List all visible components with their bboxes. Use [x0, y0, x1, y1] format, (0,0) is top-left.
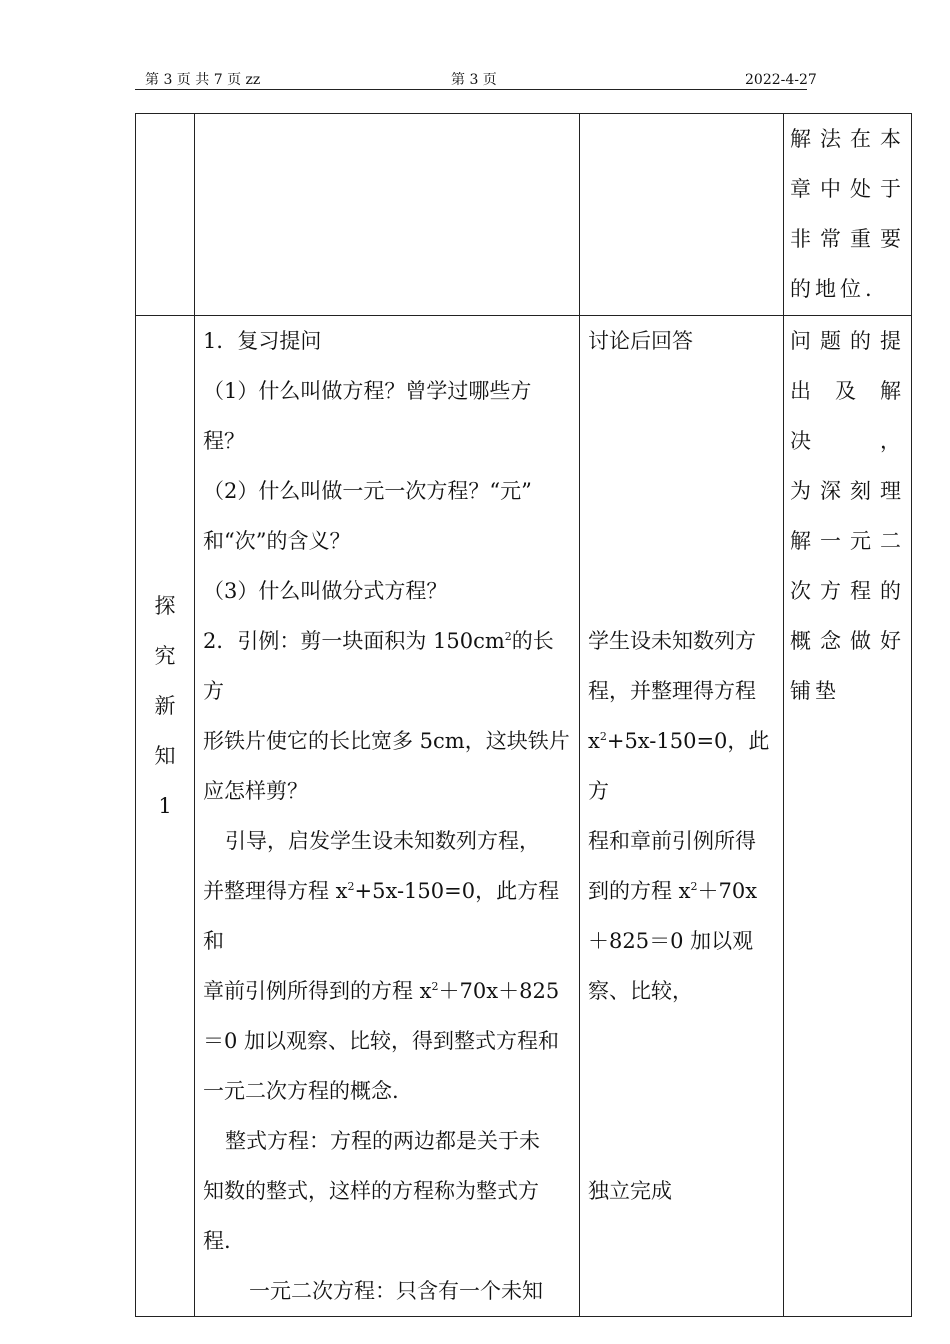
- header-center: 第 3 页: [451, 72, 497, 88]
- row1-stage-cell: [136, 114, 195, 316]
- row1-note-line: 章中处于: [790, 177, 905, 201]
- teacher-line: （2）什么叫做一元一次方程？“元”: [203, 479, 532, 503]
- note-line: 为深刻理: [790, 479, 905, 503]
- teacher-line: 整式方程：方程的两边都是关于未: [225, 1129, 540, 1153]
- teacher-line: [203, 866, 571, 966]
- row2-stage-cell: [136, 316, 195, 1317]
- teacher-line: 引导，启发学生设未知数列方程，: [225, 829, 540, 853]
- text-part: 并整理得方程 x: [203, 879, 348, 903]
- student-line: 程，并整理得方程: [588, 679, 756, 703]
- student-line: [588, 866, 777, 916]
- header-left: 第 3 页 共 7 页 zz: [145, 72, 261, 88]
- teacher-line: 形铁片使它的长比宽多 5cm，这块铁片: [203, 729, 570, 753]
- stage-char: 1: [158, 794, 172, 818]
- table-row: [136, 114, 912, 316]
- teacher-line: [203, 966, 571, 1016]
- stage-char: 探: [154, 594, 176, 618]
- teacher-line: 一元二次方程：只含有一个未知: [249, 1279, 543, 1303]
- text-part: ＋70x: [697, 879, 758, 903]
- student-line: 独立完成: [588, 1179, 672, 1203]
- superscript: 2: [599, 730, 607, 743]
- row2-student-cell: [580, 316, 784, 1317]
- row1-student-cell: [580, 114, 784, 316]
- note-line: 铺垫: [790, 679, 840, 703]
- teacher-line: 程.: [203, 1229, 231, 1253]
- student-line: 程和章前引例所得: [588, 829, 756, 853]
- header-date: 2022-4-27: [745, 72, 817, 88]
- table-row: [136, 316, 912, 1317]
- superscript: 2: [690, 880, 698, 893]
- text-part: +5x-150=0，此方: [588, 729, 770, 803]
- teacher-line: 和“次”的含义？: [203, 529, 351, 553]
- text-part: x: [588, 729, 600, 753]
- teacher-line: 应怎样剪？: [203, 779, 308, 803]
- row2-note-cell: [784, 316, 912, 1317]
- text-part: 到的方程 x: [588, 879, 691, 903]
- stage-char: 新: [154, 694, 176, 718]
- student-line: 讨论后回答: [588, 329, 693, 353]
- row1-note-line: 的地位.: [790, 277, 876, 301]
- lesson-table: [135, 113, 912, 1317]
- note-line: 问题的提: [790, 329, 905, 353]
- teacher-line: 1．复习提问: [203, 329, 322, 353]
- teacher-line: ＝0 加以观察、比较，得到整式方程和: [203, 1029, 560, 1053]
- teacher-line: 知数的整式，这样的方程称为整式方: [203, 1179, 539, 1203]
- teacher-line: （1）什么叫做方程？曾学过哪些方: [203, 379, 532, 403]
- row1-note-line: 解法在本: [790, 127, 905, 151]
- header-rule: [135, 89, 807, 90]
- text-part: 章前引例所得到的方程 x: [203, 979, 432, 1003]
- note-line: 概念做好: [790, 629, 905, 653]
- student-line: 学生设未知数列方: [588, 629, 756, 653]
- teacher-line: 一元二次方程的概念.: [203, 1079, 399, 1103]
- superscript: 2: [504, 630, 512, 643]
- stage-char: 知: [154, 744, 176, 768]
- note-line: 出及解决，: [790, 379, 905, 453]
- row2-teacher-cell: [195, 316, 580, 1317]
- text-part: 的长方: [203, 629, 554, 703]
- student-line: [588, 716, 777, 816]
- teacher-line: 程？: [203, 429, 245, 453]
- teacher-line: [203, 616, 571, 716]
- text-part: 2．引例：剪一块面积为 150cm: [203, 629, 505, 653]
- stage-label: [136, 316, 194, 831]
- row1-note-cell: [784, 114, 912, 316]
- superscript: 2: [431, 980, 439, 993]
- student-line: ＋825＝0 加以观: [588, 929, 754, 953]
- text-part: +5x-150=0，此方程和: [203, 879, 560, 953]
- text-part: ＋70x＋825: [438, 979, 560, 1003]
- stage-char: 究: [154, 644, 176, 668]
- note-line: 解一元二: [790, 529, 905, 553]
- row1-note-line: 非常重要: [790, 227, 905, 251]
- superscript: 2: [347, 880, 355, 893]
- row1-teacher-cell: [195, 114, 580, 316]
- student-line: 察、比较，: [588, 979, 693, 1003]
- teacher-line: （3）什么叫做分式方程？: [203, 579, 448, 603]
- note-line: 次方程的: [790, 579, 905, 603]
